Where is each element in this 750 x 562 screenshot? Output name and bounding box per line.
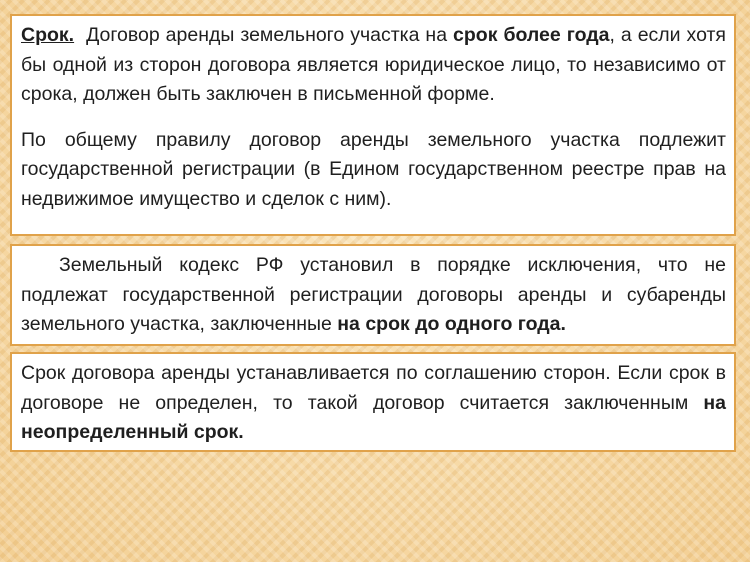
- paragraph-registration: По общему правилу договор аренды земельного участка подлежит государственной регистрации (в Едином государственном реестре прав на недвижимое имущество и сделок с ним).: [21, 128, 726, 210]
- paragraph-exception: [21, 251, 726, 340]
- panel-registration-exception: [10, 244, 736, 346]
- paragraph-text: , а если хотя бы одной из сторон договора является юридическое лицо, то независимо от срока, должен быть заключен в письменной форме.: [21, 24, 726, 105]
- panel-term-agreement: [10, 352, 736, 452]
- term-heading: Срок.: [21, 24, 75, 46]
- panel-lease-term: [10, 14, 736, 236]
- paragraph-gap: [21, 110, 726, 126]
- bold-phrase: на срок до одного года.: [337, 313, 566, 335]
- paragraph-text: Земельный кодекс РФ установил в порядке исключения, что не подлежат государственной регистрации договоры аренды и субаренды земельного участка, заключенные: [21, 254, 726, 335]
- paragraph-text: Договор аренды земельного участка на: [74, 24, 454, 46]
- bold-phrase: срок более года: [453, 24, 610, 46]
- bold-phrase: на неопределенный срок.: [21, 391, 726, 443]
- paragraph-text: Срок договора аренды устанавливается по соглашению сторон. Если срок в договоре не определен, то такой договор считается заключенным: [21, 362, 726, 414]
- paragraph-indefinite-term: [21, 359, 726, 448]
- paragraph-written-form: [21, 21, 726, 110]
